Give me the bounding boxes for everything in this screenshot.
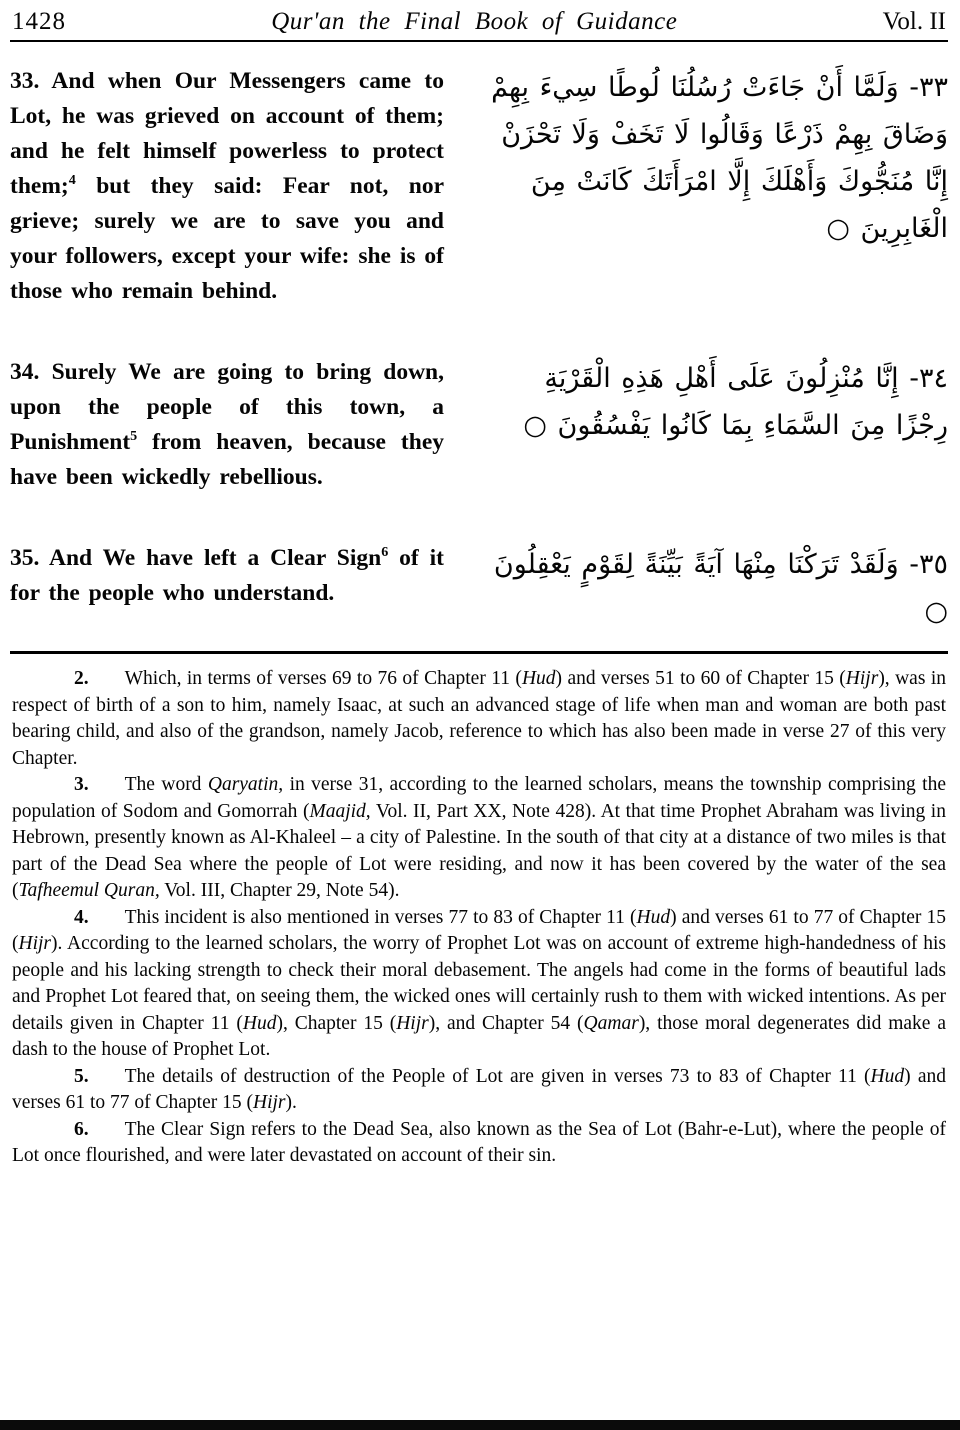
footnotes-section: [10, 666, 948, 1170]
footnote-text-italic: Qaryatin,: [207, 774, 284, 795]
verse-35-english-text: 35. And We have left a Clear Sign$^6$ of it for the people who understand.: [10, 544, 444, 606]
footnote-text: ), and Chapter 54 (: [428, 1012, 584, 1034]
footnote-text: in verse 31, according to the learned scholars, means the township comprising the population of Sodom and Gomorrah (: [12, 774, 946, 822]
footnote-text: Which, in terms of verses 69 to 76 of Chapter 11 (: [124, 668, 522, 689]
footnote-6: [12, 1117, 946, 1170]
footnote-text-italic: Hijr: [18, 933, 52, 954]
footnote-number: 4.: [74, 906, 89, 928]
verse-row-34: [10, 355, 948, 495]
verse-row-33: [10, 64, 948, 309]
footnote-text: ), those moral degenerates did make a dash to the house of Prophet Lot.: [12, 1012, 947, 1060]
footnote-reference: 5: [130, 428, 138, 445]
footnote-text-italic: Maajid,: [309, 800, 371, 822]
footnote-text: ). According to the learned scholars, the worry of Prophet Lot was on account of extreme high-handedness of his people and his lacking strength to check their moral debasement. The angels had come in the forms of beautiful lads and Prophet Lot feared that, on seeing them, the wicked ones will certainly rush to them with wicked intentions. As per details given in Chapter 11 (: [12, 933, 946, 1034]
footnote-text-italic: Tafheemul Quran,: [18, 880, 160, 901]
footnote-text-italic: Hijr: [253, 1092, 286, 1113]
verse-row-35: [10, 541, 948, 635]
footnote-text-italic: Qamar: [583, 1012, 639, 1034]
verse-35-arabic-text: ٣٥- وَلَقَدْ تَرَكْنَا مِنْهَا آيَةً بَيِّنَةً لِقَوْمٍ يَعْقِلُونَ ○: [493, 549, 948, 627]
footnote-text: ) and verses 61 to 77 of Chapter 15 (: [12, 1065, 946, 1113]
footnote-text: Vol. III, Chapter 29, Note 54).: [159, 880, 400, 901]
verses-section: [10, 42, 948, 635]
footnote-reference: 4: [68, 172, 76, 189]
verse-34-english-text: 34. Surely We are going to bring down, upon the people of this town, a Punishment$^5$ from heaven, because they have been wickedly rebellious.: [10, 359, 444, 490]
book-title: Qur'an the Final Book of Guidance: [271, 8, 678, 35]
footnote-text: ) and verses 61 to 77 of Chapter 15 (: [12, 906, 946, 954]
footnote-number: 5.: [74, 1065, 89, 1087]
footnote-text-italic: Hud: [242, 1012, 277, 1034]
volume-label: Vol. II: [882, 8, 946, 35]
page-number: 1428: [12, 8, 66, 35]
footnote-text-italic: Hijr: [845, 668, 879, 689]
verse-34-arabic-text: ٣٤- إِنَّا مُنْزِلُونَ عَلَى أَهْلِ هَذِهِ الْقَرْيَةِ رِجْزًا مِنَ السَّمَاءِ بِمَا كَانُوا يَفْسُقُونَ ○: [523, 363, 948, 441]
footnote-separator-rule: [10, 651, 948, 654]
verse-33-english-text: 33. And when Our Messengers came to Lot, he was grieved on account of them; and he felt himself powerless to protect them;$^4$ but they said: Fear not, nor grieve; surely we are to save you and your followers, except your wife: she is of those who remain behind.: [10, 68, 444, 304]
footnote-text-italic: Hud: [636, 906, 671, 928]
footnote-text: This incident is also mentioned in verses 77 to 83 of Chapter 11 (: [124, 906, 637, 928]
footnote-4: [12, 905, 946, 1064]
page-header: [10, 6, 948, 40]
footnote-number: 2.: [74, 668, 89, 689]
footnote-text: The Clear Sign refers to the Dead Sea, also known as the Sea of Lot (Bahr-e-Lut), where the people of Lot once flourished, and were later devastated on account of their sin.: [12, 1118, 946, 1166]
footnote-text-italic: Hud: [870, 1065, 905, 1087]
footnote-reference: 6: [381, 544, 389, 561]
footnote-2: [12, 666, 946, 772]
verse-33-arabic-text: ٣٣- وَلَمَّا أَنْ جَاءَتْ رُسُلُنَا لُوطًا سِيءَ بِهِمْ وَضَاقَ بِهِمْ ذَرْعًا وَقَالُوا لَا تَخَفْ وَلَا تَحْزَنْ إِنَّا مُنَجُّوكَ وَأَهْلَكَ إِلَّا امْرَأَتَكَ كَانَتْ مِنَ الْغَابِرِينَ ○: [491, 72, 948, 244]
footnote-text: ), was in respect of birth of a son to him, namely Isaac, at such an advanced stage of life when man and woman are both past bearing child, and also of the grandson, namely Jacob, reference to which has also been made in verse 27 of this very Chapter.: [12, 668, 947, 769]
footnote-text: The word: [124, 774, 208, 795]
footnote-text-italic: Hud: [521, 668, 556, 689]
footnote-text: The details of destruction of the People of Lot are given in verses 73 to 83 of Chapter 11 (: [124, 1065, 871, 1087]
footnote-5: [12, 1064, 946, 1117]
footnote-text-italic: Hijr: [396, 1012, 429, 1034]
footnote-text: ) and verses 51 to 60 of Chapter 15 (: [555, 668, 846, 689]
footnote-text: Vol. II, Part XX, Note 428). At that time Prophet Abraham was living in Hebrown, presently known as Al-Khaleel – a city of Palestine. In the south of that city at a distance of two miles is that part of the Dead Sea where the people of Lot were residing, and now it has been covered by the water of the sea (: [12, 800, 946, 901]
footnote-text: ).: [285, 1092, 297, 1113]
scan-edge-bar: [0, 1420, 960, 1430]
footnote-number: 3.: [74, 774, 89, 795]
footnote-text: ), Chapter 15 (: [276, 1012, 397, 1034]
footnote-3: [12, 772, 946, 905]
footnote-number: 6.: [74, 1118, 89, 1140]
